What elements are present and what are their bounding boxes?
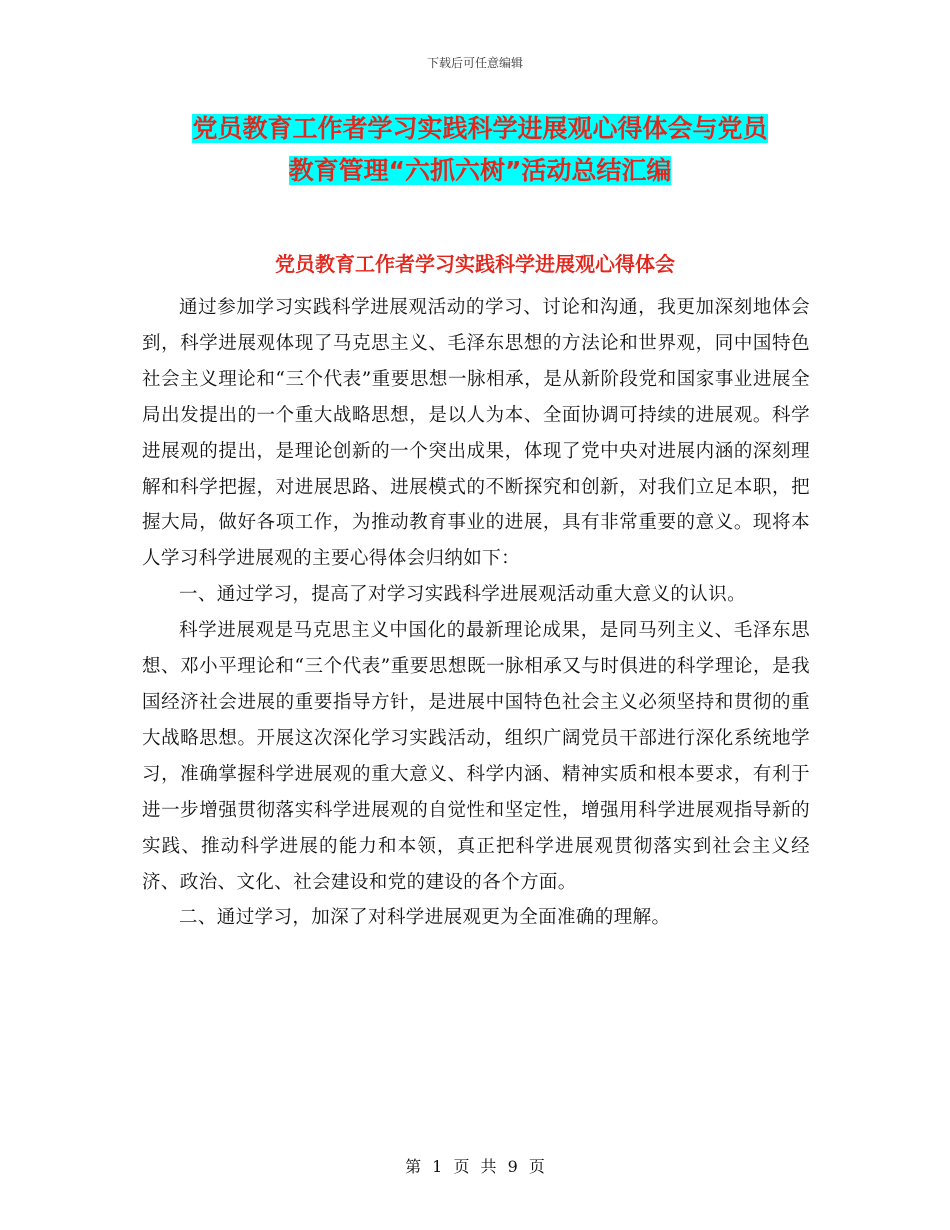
paragraph: 一、通过学习，提高了对学习实践科学进展观活动重大意义的认识。: [179, 584, 747, 606]
paragraph: 通过参加学习实践科学进展观活动的学习、讨论和沟通，我更加深刻地体会到，科学进展观体现了马克思主义、毛泽东思想的方法论和世界观，同中国特色社会主义理论和“三个代表”重要思想一脉相承，是从新阶段党和国家事业进展全局出发提出的一个重大战略思想，是以人为本、全面协调可持续的进展观。科学进展观的提出，是理论创新的一个突出成果，体现了党中央对进展内涵的深刻理解和科学把握，对进展思路、进展模式的不断探究和创新，对我们立足本职，把握大局，做好各项工作，为推动教育事业的进展，具有非常重要的意义。现将本人学习科学进展观的主要心得体会归纳如下：: [142, 297, 810, 570]
page-number: 第 1 页 共 9 页: [405, 1157, 545, 1176]
section-title: 党员教育工作者学习实践科学进展观心得体会: [275, 252, 675, 276]
paragraph: 二、通过学习，加深了对科学进展观更为全面准确的理解。: [179, 907, 671, 929]
document-title-line-1: 党员教育工作者学习实践科学进展观心得体会与党员: [192, 114, 768, 143]
paragraph: 科学进展观是马克思主义中国化的最新理论成果，是同马列主义、毛泽东思想、邓小平理论和“三个代表”重要思想既一脉相承又与时俱进的科学理论，是我国经济社会进展的重要指导方针，是进展中国特色社会主义必须坚持和贯彻的重大战略思想。开展这次深化学习实践活动，组织广阔党员干部进行深化系统地学习，准确掌握科学进展观的重大意义、科学内涵、精神实质和根本要求，有利于进一步增强贯彻落实科学进展观的自觉性和坚定性，增强用科学进展观指导新的实践、推动科学进展的能力和本领，真正把科学进展观贯彻落实到社会主义经济、政治、文化、社会建设和党的建设的各个方面。: [142, 620, 810, 893]
document-body: [142, 290, 810, 936]
document-title: [120, 108, 840, 192]
header-note: 下载后可任意编辑: [426, 56, 523, 70]
document-title-line-2: 教育管理“六抓六树”活动总结汇编: [288, 156, 672, 185]
